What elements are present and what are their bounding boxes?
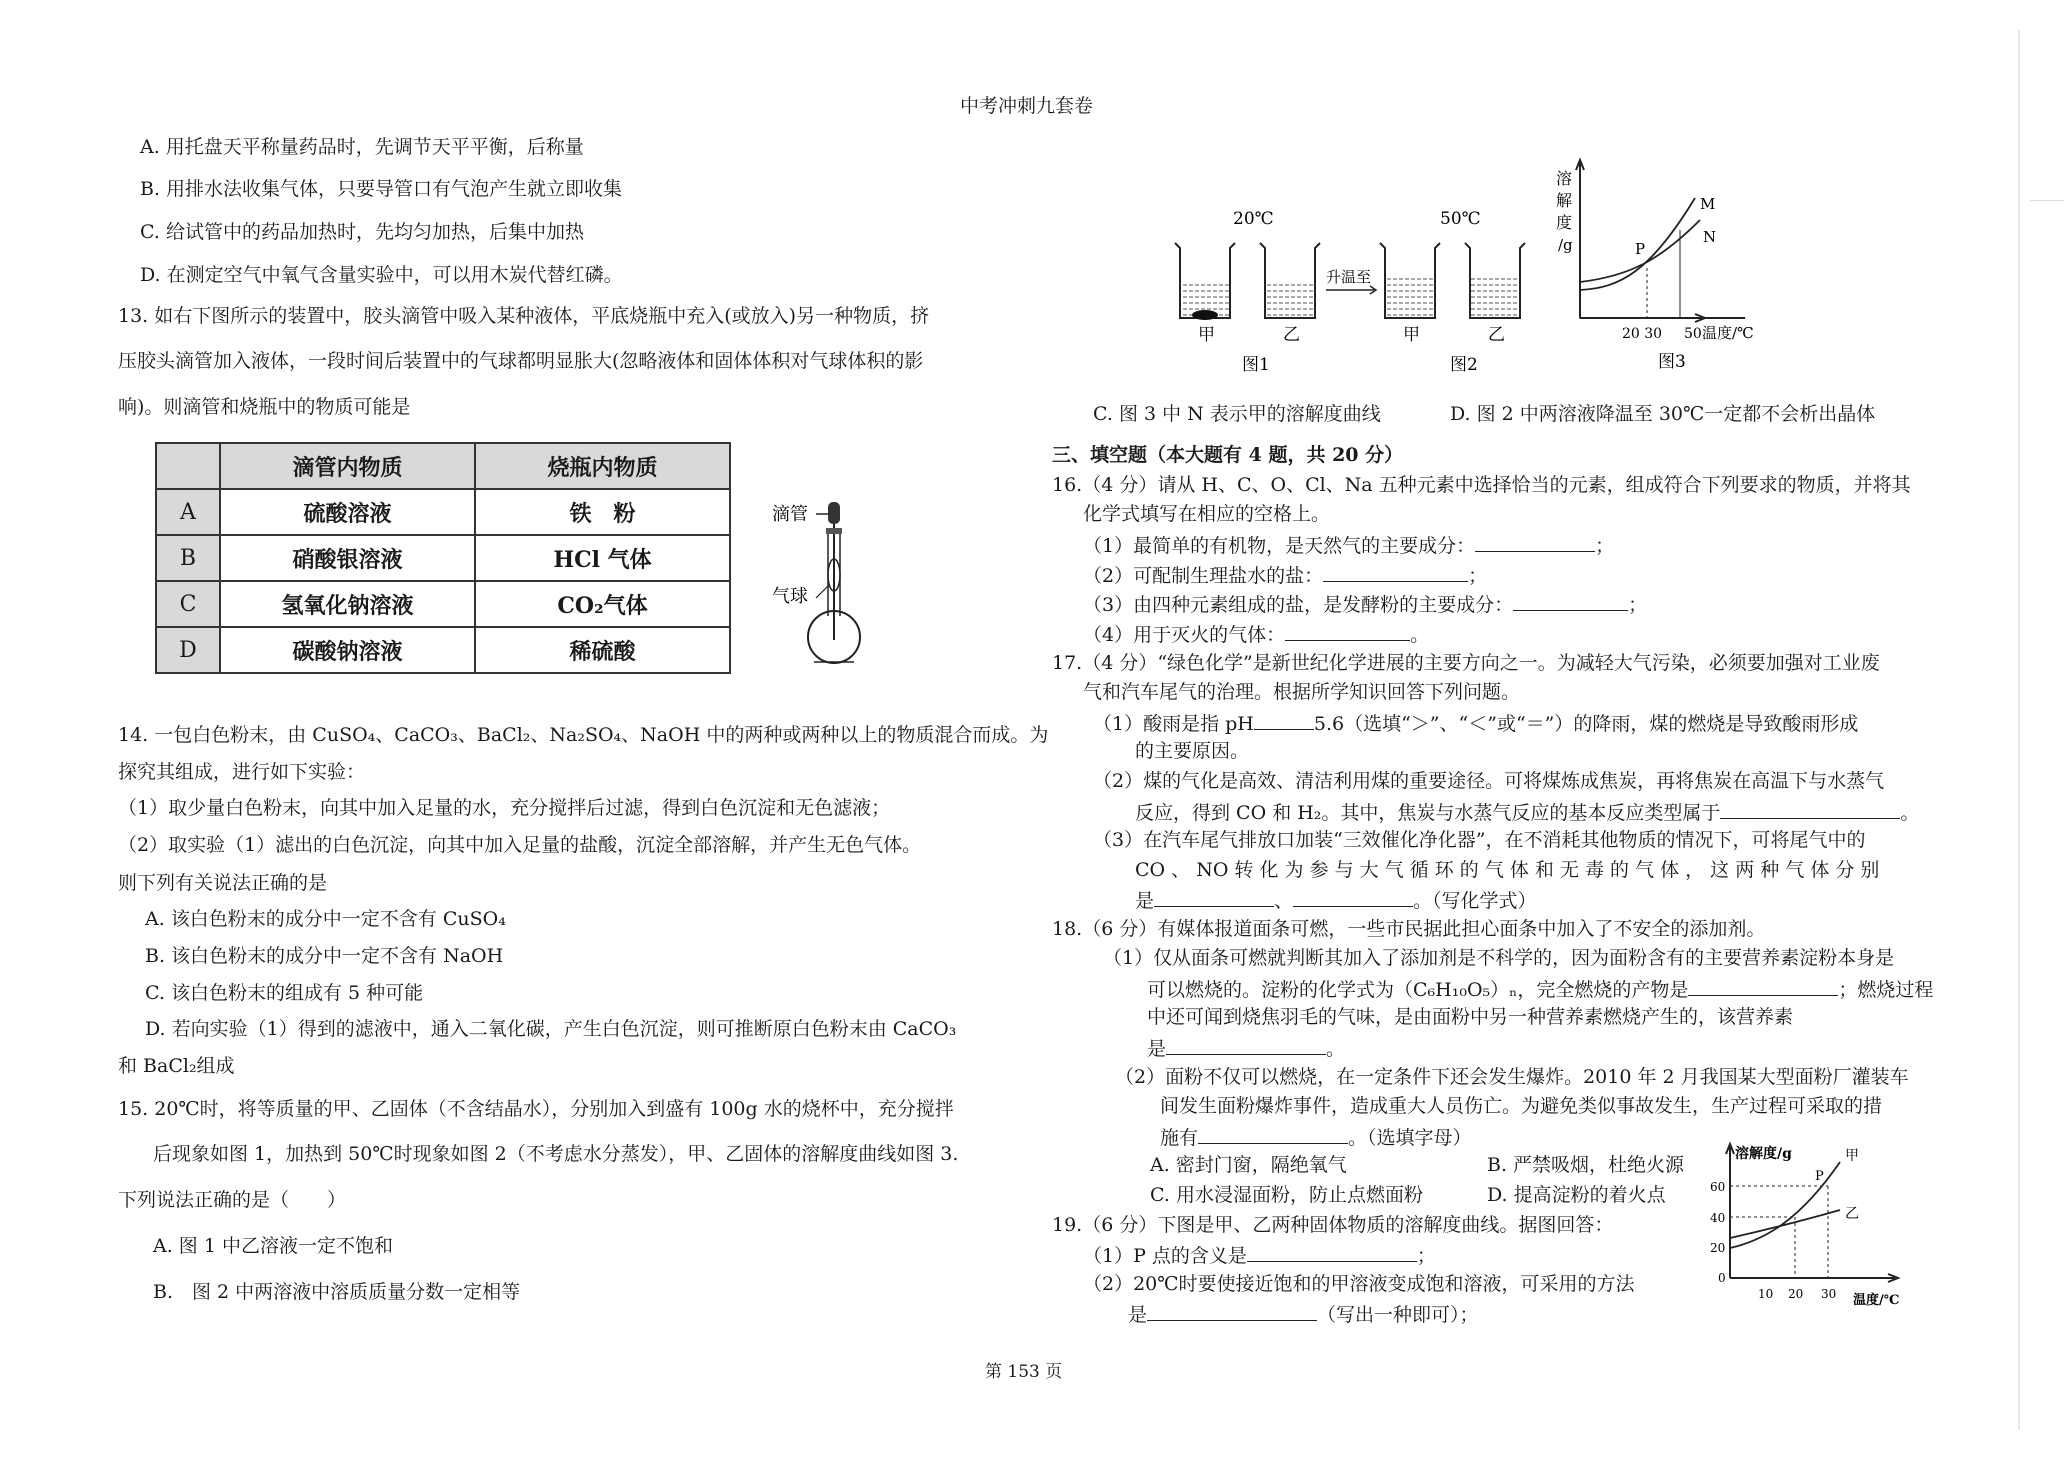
q17-item-1-text: （1）酸雨是指 pH	[1093, 713, 1254, 735]
beaker-3	[1380, 243, 1440, 318]
curve-label-N: N	[1703, 228, 1717, 246]
curve-label-M: M	[1700, 195, 1716, 213]
q19-point-p: P	[1815, 1169, 1824, 1184]
table-row-label: A	[156, 489, 220, 535]
q19-y-tick: 60	[1710, 1180, 1726, 1194]
q19-y-tick: 20	[1710, 1241, 1726, 1255]
q14-option-c: C. 该白色粉末的组成有 5 种可能	[145, 982, 424, 1004]
q18-item-1-cont2: 中还可闻到烧焦羽毛的气味，是由面粉中另一种营养素燃烧产生的，该营养素	[1147, 1006, 1794, 1028]
q19-item-2-answer-text: 是	[1128, 1304, 1148, 1326]
q18-item-1-cont-rest: ；燃烧过程	[1838, 979, 1934, 1001]
q14-line-5: 则下列有关说法正确的是	[118, 872, 328, 894]
q19-y-tick: 40	[1710, 1211, 1726, 1225]
q17-item-1-rest: 5.6（选填“＞”、“＜”或“＝”）的降雨，煤的燃烧是导致酸雨形成	[1313, 713, 1859, 735]
fig2-temp: 50℃	[1440, 209, 1481, 229]
answer-blank[interactable]	[1293, 888, 1413, 907]
section-3-heading: 三、填空题（本大题有 4 题，共 20 分）	[1052, 444, 1404, 466]
q19-x-tick: 30	[1821, 1287, 1837, 1301]
q18-item-1-cont	[1147, 977, 1933, 1002]
q15-option-c: C. 图 3 中 N 表示甲的溶解度曲线	[1093, 403, 1381, 425]
fig3-y-label: /g	[1558, 236, 1573, 254]
q14-line-4: （2）取实验（1）滤出的白色沉淀，向其中加入足量的盐酸，沉淀全部溶解，并产生无色气体。	[118, 834, 922, 856]
q18-item-2-answer-text: 施有	[1160, 1127, 1199, 1149]
q19-y-label: 溶解度/g	[1735, 1146, 1792, 1162]
q16-item-3: （3）由四种元素组成的盐，是发酵粉的主要成分： ；	[1083, 594, 1648, 616]
answer-blank[interactable]	[1513, 592, 1628, 611]
curve-yi	[1730, 1210, 1840, 1238]
q19-x-tick: 10	[1758, 1287, 1774, 1301]
beaker-label: 甲	[1198, 325, 1215, 345]
answer-blank[interactable]	[1166, 1036, 1326, 1055]
answer-blank[interactable]	[1323, 563, 1468, 582]
q18-item-2-answer	[1160, 1125, 1472, 1150]
table-row-label: B	[156, 535, 220, 581]
q15-line-2: 后现象如图 1，加热到 50℃时现象如图 2（不考虑水分蒸发），甲、乙固体的溶解度曲线如图 3.	[153, 1143, 959, 1165]
beaker-label: 乙	[1283, 325, 1300, 345]
answer-blank[interactable]	[1198, 1125, 1348, 1144]
q18-option-d: D. 提高淀粉的着火点	[1487, 1184, 1666, 1206]
q17-line-2: 气和汽车尾气的治理。根据所学知识回答下列问题。	[1083, 681, 1521, 703]
q15-option-d: D. 图 2 中两溶液降温至 30℃一定都不会析出晶体	[1450, 403, 1876, 425]
q17-item-3-cont: CO 、 NO 转 化 为 参 与 大 气 循 环 的 气 体 和 无 毒 的 气 体 ， 这 两 种 气 体 分 别	[1135, 859, 1880, 881]
q17-item-2-cont: 反应，得到 CO 和 H₂。其中，焦炭与水蒸气反应的基本反应类型属于 。	[1135, 802, 1920, 824]
fig3-y-label: 度	[1556, 213, 1573, 232]
table-cell: 氢氧化钠溶液	[220, 581, 475, 627]
table-cell: 硝酸银溶液	[220, 535, 475, 581]
q16-item-4: （4）用于灭火的气体： 。	[1083, 624, 1430, 646]
q16-item-1: （1）最简单的有机物，是天然气的主要成分： ；	[1083, 535, 1615, 557]
table-cell: 稀硫酸	[475, 627, 730, 673]
q15-option-b: B. 图 2 中两溶液中溶质质量分数一定相等	[153, 1281, 521, 1303]
dropper-label: 滴管	[772, 504, 808, 525]
table-row-label: C	[156, 581, 220, 627]
q18-item-1: （1）仅从面条可燃就判断其加入了添加剂是不科学的，因为面粉含有的主要营养素淀粉本身是	[1103, 947, 1895, 969]
beaker-1	[1175, 243, 1235, 320]
beaker-2	[1260, 243, 1320, 318]
q19-line-1: 19.（6 分）下图是甲、乙两种固体物质的溶解度曲线。据图回答：	[1052, 1214, 1614, 1236]
curve-label-P: P	[1635, 240, 1646, 258]
q18-option-b: B. 严禁吸烟，杜绝火源	[1487, 1154, 1685, 1176]
q17-line-1: 17.（4 分）“绿色化学”是新世纪化学进展的主要方向之一。为减轻大气污染，必须要加强对工业废	[1052, 652, 1880, 674]
q18-item-1-answer: 是 。	[1147, 1038, 1346, 1060]
q19-x-tick: 20	[1788, 1287, 1804, 1301]
q15-figures	[1160, 150, 1754, 380]
q18-item-2-note: 。（选填字母）	[1348, 1127, 1472, 1149]
table-row-label: D	[156, 627, 220, 673]
q18-item-2: （2）面粉不仅可以燃烧，在一定条件下还会发生爆炸。2010 年 2 月我国某大型面粉厂灌装车	[1115, 1066, 1909, 1088]
q14-option-d-cont: 和 BaCl₂组成	[118, 1055, 235, 1077]
table-row	[156, 489, 730, 535]
q16-item-4-text: （4）用于灭火的气体：	[1083, 624, 1286, 646]
q15-option-a: A. 图 1 中乙溶液一定不饱和	[153, 1235, 393, 1257]
answer-blank[interactable]	[1147, 1302, 1317, 1321]
q18-item-2-cont: 间发生面粉爆炸事件，造成重大人员伤亡。为避免类似事故发生，生产过程可采取的措	[1160, 1095, 1883, 1117]
table-header-corner	[156, 443, 220, 489]
q18-item-1-cont-text: 可以燃烧的。淀粉的化学式为（C₆H₁₀O₅）ₙ，完全燃烧的产物是	[1147, 979, 1689, 1001]
q19-item-2-note: （写出一种即可）；	[1317, 1304, 1479, 1326]
q19-series-yi: 乙	[1845, 1206, 1859, 1222]
beaker-label: 甲	[1403, 325, 1420, 345]
q19-x-label: 温度/℃	[1853, 1293, 1900, 1308]
q17-item-1-cont: 的主要原因。	[1135, 740, 1250, 762]
table-header-flask: 烧瓶内物质	[475, 443, 730, 489]
q12-option-c: C. 给试管中的药品加热时，先均匀加热，后集中加热	[140, 221, 584, 243]
q14-line-3: （1）取少量白色粉末，向其中加入足量的水，充分搅拌后过滤，得到白色沉淀和无色滤液；	[118, 797, 891, 819]
q13-table	[155, 442, 731, 674]
q16-item-2: （2）可配制生理盐水的盐： ；	[1083, 565, 1488, 587]
q16-item-2-text: （2）可配制生理盐水的盐：	[1083, 565, 1324, 587]
answer-blank[interactable]	[1154, 888, 1274, 907]
q19-item-2-answer	[1128, 1302, 1479, 1327]
table-header-row	[156, 443, 730, 489]
q12-option-b: B. 用排水法收集气体，只要导管口有气泡产生就立即收集	[140, 178, 623, 200]
table-cell: 硫酸溶液	[220, 489, 475, 535]
table-cell: CO₂气体	[475, 581, 730, 627]
q18-option-a: A. 密封门窗，隔绝氧气	[1150, 1154, 1347, 1176]
q19-solubility-chart	[1705, 1140, 1925, 1315]
q13-line-3: 响)。则滴管和烧瓶中的物质可能是	[118, 396, 411, 418]
fig1-caption: 图1	[1242, 355, 1270, 375]
dropper-bulb	[828, 502, 840, 524]
q15-line-3: 下列说法正确的是（ ）	[118, 1189, 347, 1211]
q16-line-2: 化学式填写在相应的空格上。	[1083, 503, 1331, 525]
beaker-4	[1465, 243, 1525, 318]
q17-item-1	[1093, 711, 1858, 736]
page-header: 中考冲刺九套卷	[960, 95, 1094, 117]
balloon-label: 气球	[772, 586, 808, 607]
q19-item-1-text: （1）P 点的含义是	[1083, 1245, 1247, 1267]
table-cell: HCl 气体	[475, 535, 730, 581]
q17-item-3-answer: 是 、 。（写化学式）	[1135, 890, 1537, 912]
table-cell: 碳酸钠溶液	[220, 627, 475, 673]
fig3-y-label: 溶	[1556, 169, 1573, 188]
binder-mark	[2030, 200, 2064, 201]
answer-blank[interactable]	[1285, 622, 1410, 641]
q16-line-1: 16.（4 分）请从 H、C、O、Cl、Na 五种元素中选择恰当的元素，组成符合下列要求的物质，并将其	[1052, 474, 1911, 496]
fig3-x-label: 温度/℃	[1702, 324, 1754, 342]
page-footer: 第 153 页	[985, 1362, 1063, 1382]
q17-item-3-answer-text: 是	[1135, 890, 1155, 912]
q19-y-tick: 0	[1718, 1271, 1726, 1285]
q16-item-3-text: （3）由四种元素组成的盐，是发酵粉的主要成分：	[1083, 594, 1514, 616]
q12-option-d: D. 在测定空气中氧气含量实验中，可以用木炭代替红磷。	[140, 264, 623, 286]
q18-option-c: C. 用水浸湿面粉，防止点燃面粉	[1150, 1184, 1423, 1206]
fig1-temp: 20℃	[1233, 209, 1274, 229]
q14-option-d: D. 若向实验（1）得到的滤液中，通入二氧化碳，产生白色沉淀，则可推断原白色粉末由 CaCO₃	[145, 1018, 957, 1040]
q17-item-2: （2）煤的气化是高效、清洁利用煤的重要途径。可将煤炼成焦炭，再将焦炭在高温下与水蒸气	[1093, 770, 1885, 792]
table-row	[156, 535, 730, 581]
dropper-flask-apparatus	[770, 490, 880, 665]
q13-line-2: 压胶头滴管加入液体，一段时间后装置中的气球都明显胀大(忽略液体和固体体积对气球体积的影	[118, 350, 924, 372]
heat-arrow-label: 升温至	[1326, 268, 1372, 286]
q19-item-2: （2）20℃时要使接近饱和的甲溶液变成饱和溶液，可采用的方法	[1083, 1273, 1635, 1295]
q19-item-1: （1）P 点的含义是 ；	[1083, 1245, 1436, 1267]
q14-option-a: A. 该白色粉末的成分中一定不含有 CuSO₄	[145, 908, 506, 930]
q17-item-3: （3）在汽车尾气排放口加装“三效催化净化器”，在不消耗其他物质的情况下，可将尾气中的	[1093, 829, 1866, 851]
answer-blank[interactable]	[1247, 1243, 1417, 1262]
q13-line-1: 13. 如右下图所示的装置中，胶头滴管中吸入某种液体，平底烧瓶中充入(或放入)另一种物质，挤	[118, 305, 930, 327]
q17-item-3-note: 。（写化学式）	[1413, 890, 1537, 912]
table-row	[156, 627, 730, 673]
answer-blank[interactable]	[1720, 800, 1900, 819]
answer-blank[interactable]	[1254, 711, 1314, 730]
fig3-solubility-chart	[1556, 160, 1754, 372]
q18-line-1: 18.（6 分）有媒体报道面条可燃，一些市民据此担心面条中加入了不安全的添加剂。	[1052, 918, 1766, 940]
q14-option-b: B. 该白色粉末的成分中一定不含有 NaOH	[145, 945, 504, 967]
table-row	[156, 581, 730, 627]
beaker-label: 乙	[1488, 325, 1505, 345]
q15-line-1: 15. 20℃时，将等质量的甲、乙固体（不含结晶水），分别加入到盛有 100g 水的烧杯中，充分搅拌	[118, 1098, 954, 1120]
binder-edge	[2018, 30, 2020, 1430]
fig2-caption: 图2	[1450, 355, 1478, 375]
q17-item-2-cont-text: 反应，得到 CO 和 H₂。其中，焦炭与水蒸气反应的基本反应类型属于	[1135, 802, 1721, 824]
answer-blank[interactable]	[1475, 533, 1595, 552]
fig3-x-tick: 20 30	[1622, 326, 1663, 342]
fig3-caption: 图3	[1658, 352, 1686, 372]
table-cell: 铁 粉	[475, 489, 730, 535]
q14-line-1: 14. 一包白色粉末，由 CuSO₄、CaCO₃、BaCl₂、Na₂SO₄、NaOH 中的两种或两种以上的物质混合而成。为	[118, 724, 1049, 746]
q12-option-a: A. 用托盘天平称量药品时，先调节天平平衡，后称量	[140, 136, 584, 158]
q16-item-1-text: （1）最简单的有机物，是天然气的主要成分：	[1083, 535, 1476, 557]
answer-blank[interactable]	[1688, 977, 1838, 996]
fig3-x-tick: 50	[1684, 326, 1702, 342]
table-header-dropper: 滴管内物质	[220, 443, 475, 489]
q14-line-2: 探究其组成，进行如下实验：	[118, 761, 366, 783]
q19-series-jia: 甲	[1845, 1148, 1859, 1164]
q18-item-1-answer-text: 是	[1147, 1038, 1167, 1060]
fig3-y-label: 解	[1556, 191, 1573, 210]
